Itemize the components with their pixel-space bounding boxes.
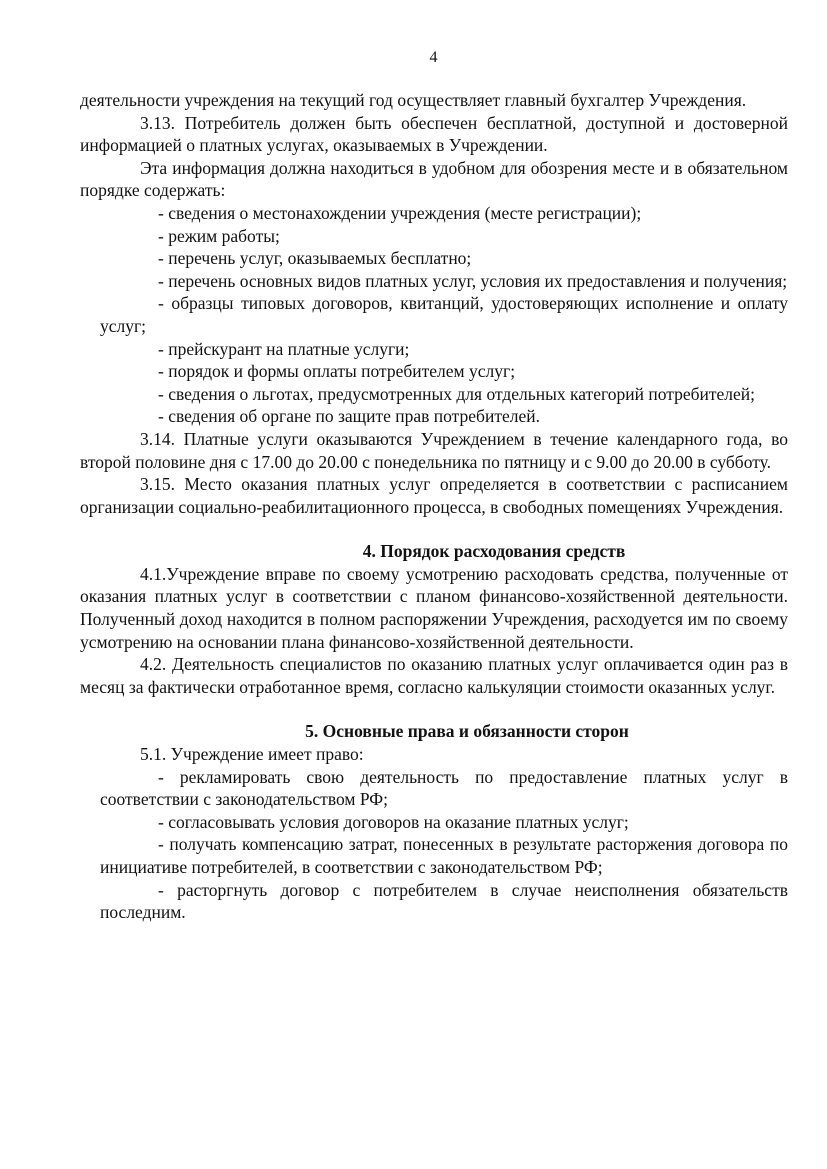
list-item-schedule: - режим работы;	[158, 225, 280, 246]
list-item-free-services: - перечень услуг, оказываемых бесплатно;	[158, 248, 472, 269]
list-item-agree-terms: - согласовывать условия договоров на оказание платных услуг;	[158, 811, 629, 832]
paragraph-3-14: 3.14. Платные услуги оказываются Учреждением в течение календарного года, во второй половине дня с 17.00 до 20.00 с понедельника по пятницу и с 9.00 до 20.00 в субботу.	[80, 428, 788, 472]
document-body	[80, 89, 788, 924]
list-item-paid-services: - перечень основных видов платных услуг, условия их предоставления и получения;	[158, 270, 788, 291]
paragraph-3-15: 3.15. Место оказания платных услуг определяется в соответствии с расписанием организации социально-реабилитационного процесса, в свободных помещениях Учреждения.	[80, 474, 788, 517]
section-heading-5: 5. Основные права и обязанности сторон	[305, 721, 629, 742]
list-item-price-list: - прейскурант на платные услуги;	[158, 338, 410, 359]
list-item-compensation: - получать компенсацию затрат, понесенных в результате расторжения договора по инициативе потребителей, в соответствии с законодательством РФ;	[100, 834, 788, 877]
list-item-location: - сведения о местонахождении учреждения (месте регистрации);	[158, 202, 642, 223]
paragraph-4-2: 4.2. Деятельность специалистов по оказанию платных услуг оплачивается один раз в месяц за фактически отработанное время, согласно калькуляции стоимости оказанных услуг.	[80, 654, 788, 697]
section-heading-4: 4. Порядок расходования средств	[362, 541, 626, 562]
paragraph-5-1: 5.1. Учреждение имеет право:	[140, 744, 364, 765]
list-item-advertise: - рекламировать свою деятельность по предоставление платных услуг в соответствии с законодательством РФ;	[100, 766, 788, 810]
list-item-payment-order: - порядок и формы оплаты потребителем услуг;	[158, 361, 516, 382]
list-item-consumer-protection: - сведения об органе по защите прав потребителей.	[158, 406, 540, 427]
paragraph-3-13: 3.13. Потребитель должен быть обеспечен бесплатной, доступной и достоверной информацией о платных услугах, оказываемых в Учреждении.	[80, 112, 788, 156]
list-item-terminate: - расторгнуть договор с потребителем в случае неисполнения обязательств последним.	[100, 879, 788, 923]
paragraph-4-1: 4.1.Учреждение вправе по своему усмотрению расходовать средства, полученные от оказания платных услуг в соответствии с планом финансово-хозяйственной деятельности. Полученный доход находится в полном распоряжении Учреждения, расходуется им по своему усмотрению на основании плана финансово-хозяйственной деятельности.	[80, 563, 788, 652]
paragraph-info-requirements: Эта информация должна находиться в удобном для обозрения месте и в обязательном порядке содержать:	[80, 157, 788, 201]
list-item-benefits: - сведения о льготах, предусмотренных для отдельных категорий потребителей;	[158, 383, 755, 404]
paragraph-continuation: деятельности учреждения на текущий год осуществляет главный бухгалтер Учреждения.	[80, 90, 747, 110]
list-item-contract-samples: - образцы типовых договоров, квитанций, удостоверяющих исполнение и оплату услуг;	[100, 293, 788, 336]
page-number: 4	[429, 49, 438, 66]
